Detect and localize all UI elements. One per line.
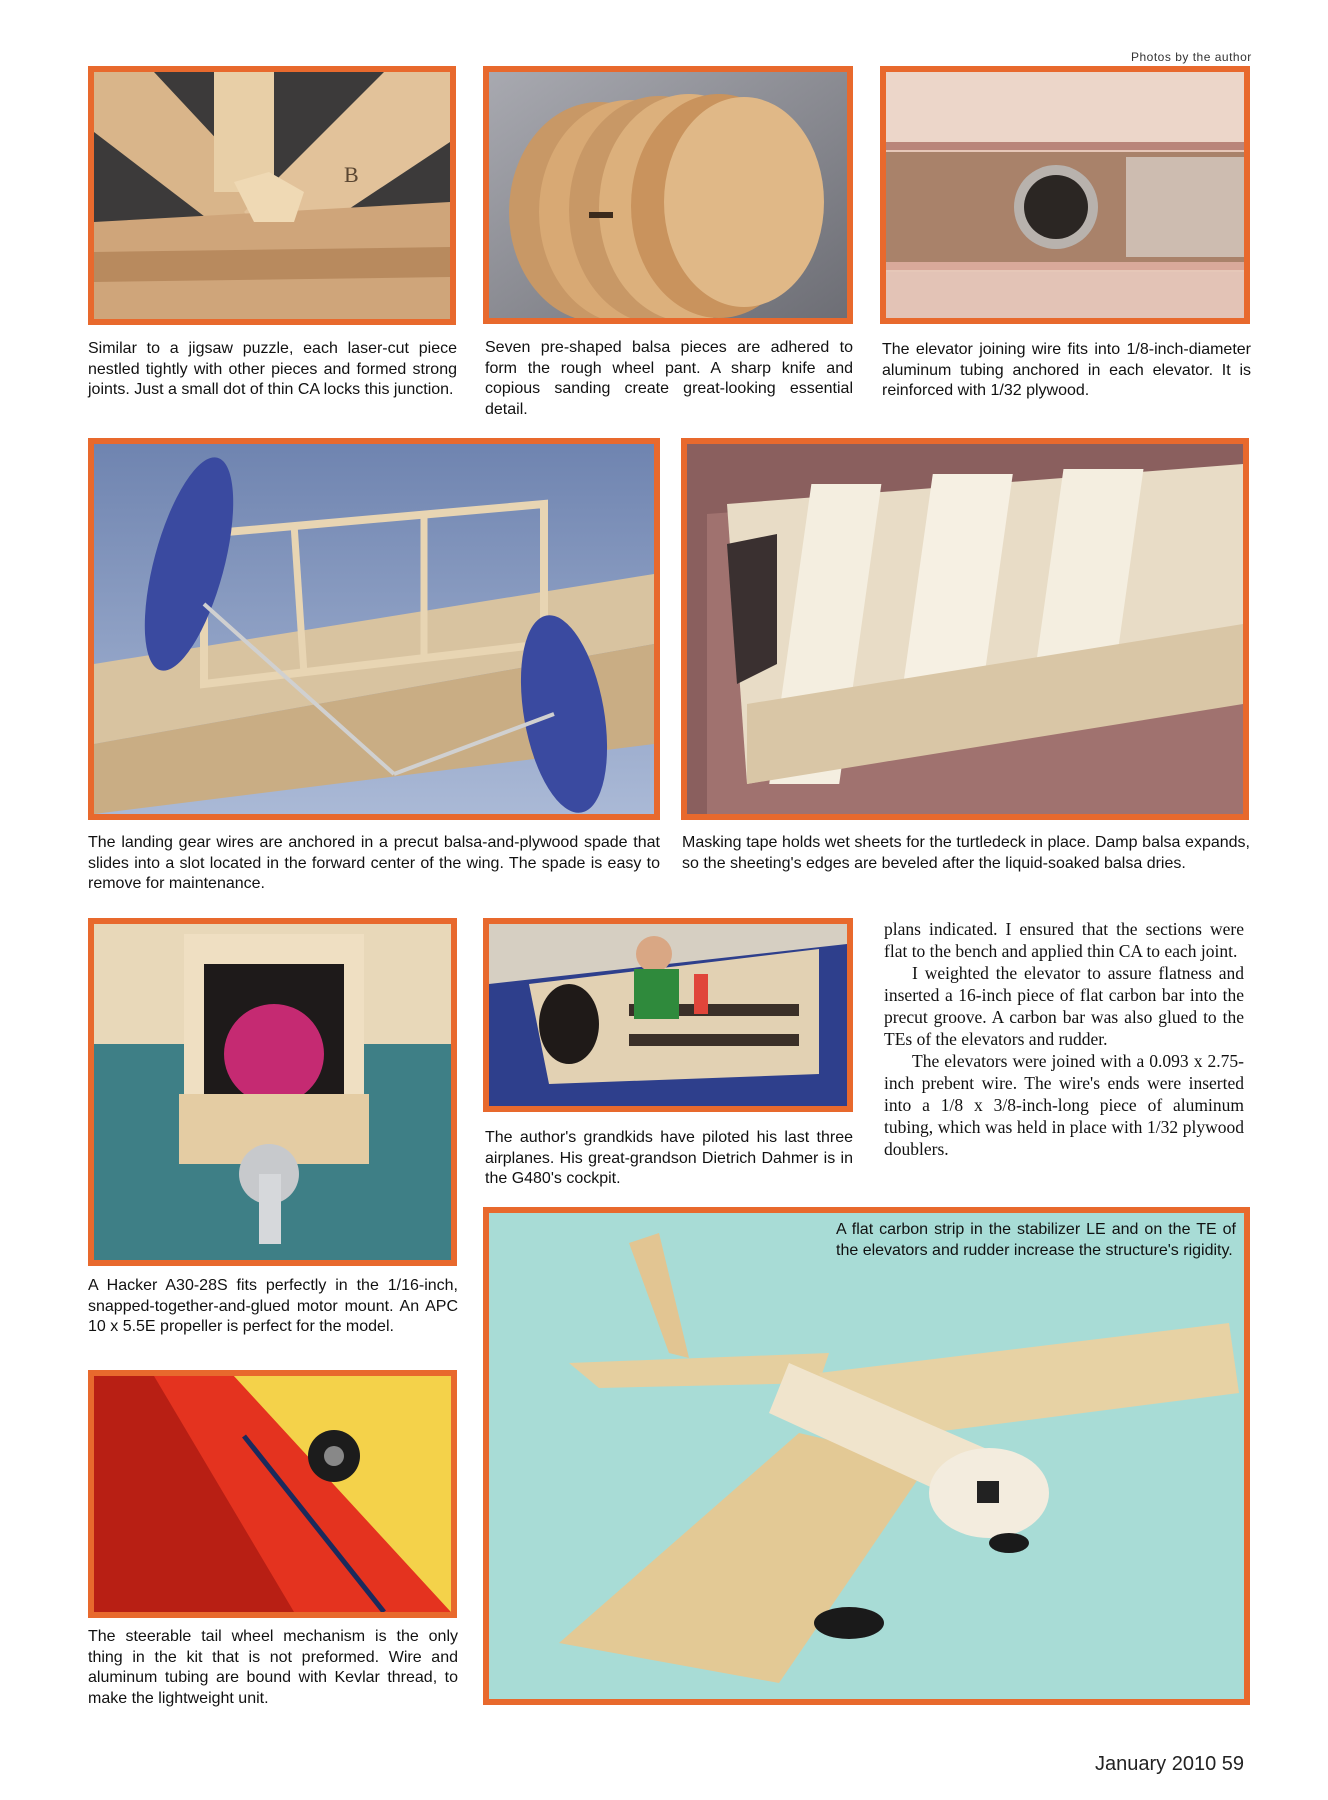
caption-jigsaw (88, 339, 457, 401)
photo-credit: Photos by the author (1131, 50, 1252, 64)
caption-wheel-pant-text: Seven pre-shaped balsa pieces are adhered to form the rough wheel pant. A sharp knife and copious sanding create great-looking essential detail. (485, 339, 853, 418)
caption-motor-mount-text: A Hacker A30-28S fits perfectly in the 1/16-inch, snapped-together-and-glued motor mount. An APC 10 x 5.5E propeller is perfect for the model. (88, 1277, 458, 1335)
caption-grandkids (485, 1128, 853, 1190)
body-paragraph-2: I weighted the elevator to assure flatness and inserted a 16-inch piece of flat carbon bar into the precut groove. A carbon bar was also glued to the TEs of the elevators and rudder. (884, 963, 1244, 1049)
body-paragraph-1: plans indicated. I ensured that the sections were flat to the bench and applied thin CA to each joint. (884, 919, 1244, 961)
caption-carbon-strip (836, 1220, 1236, 1261)
caption-tail-wheel-text: The steerable tail wheel mechanism is the only thing in the kit that is not preformed. Wire and aluminum tubing are bound with Kevlar thread, to make the lightweight unit. (88, 1628, 458, 1707)
svg-text:B: B (344, 162, 359, 187)
photo-cockpit (483, 918, 853, 1112)
page-folio: January 2010 59 (1095, 1753, 1245, 1775)
caption-wheel-pant (485, 338, 853, 420)
article-body (884, 918, 1244, 1160)
caption-elevator-wire (882, 340, 1251, 402)
photo-turtledeck (681, 438, 1249, 820)
caption-carbon-strip-text: A flat carbon strip in the stabilizer LE and on the TE of the elevators and rudder increase the structure's rigidity. (836, 1221, 1236, 1259)
photo-elevator-tubing (880, 66, 1250, 324)
caption-tail-wheel (88, 1627, 458, 1709)
caption-elevator-wire-text: The elevator joining wire fits into 1/8-inch-diameter aluminum tubing anchored in each elevator. It is reinforced with 1/32 plywood. (882, 341, 1251, 399)
caption-turtledeck-text: Masking tape holds wet sheets for the turtledeck in place. Damp balsa expands, so the sheeting's edges are beveled after the liquid-soaked balsa dries. (682, 834, 1250, 872)
caption-landing-gear-text: The landing gear wires are anchored in a precut balsa-and-plywood spade that slides into a slot located in the forward center of the wing. The spade is easy to remove for maintenance. (88, 834, 660, 892)
body-paragraph-3: The elevators were joined with a 0.093 x 2.75-inch prebent wire. The wire's ends were inserted into a 1/8 x 3/8-inch-long piece of aluminum tubing, which was held in place with 1/32 plywood doublers. (884, 1051, 1244, 1159)
photo-tail-wheel (88, 1370, 457, 1618)
photo-airframe (483, 1207, 1250, 1705)
photo-wheel-pant (483, 66, 853, 324)
caption-grandkids-text: The author's grandkids have piloted his last three airplanes. His great-grandson Dietrich Dahmer is in the G480's cockpit. (485, 1129, 853, 1187)
photo-landing-gear (88, 438, 660, 820)
caption-turtledeck (682, 833, 1250, 874)
caption-landing-gear (88, 833, 660, 895)
photo-motor-mount (88, 918, 457, 1266)
photo-jigsaw-joint (88, 66, 456, 325)
caption-jigsaw-text: Similar to a jigsaw puzzle, each laser-cut piece nestled tightly with other pieces and formed strong joints. Just a small dot of thin CA locks this junction. (88, 340, 457, 398)
caption-motor-mount (88, 1276, 458, 1338)
